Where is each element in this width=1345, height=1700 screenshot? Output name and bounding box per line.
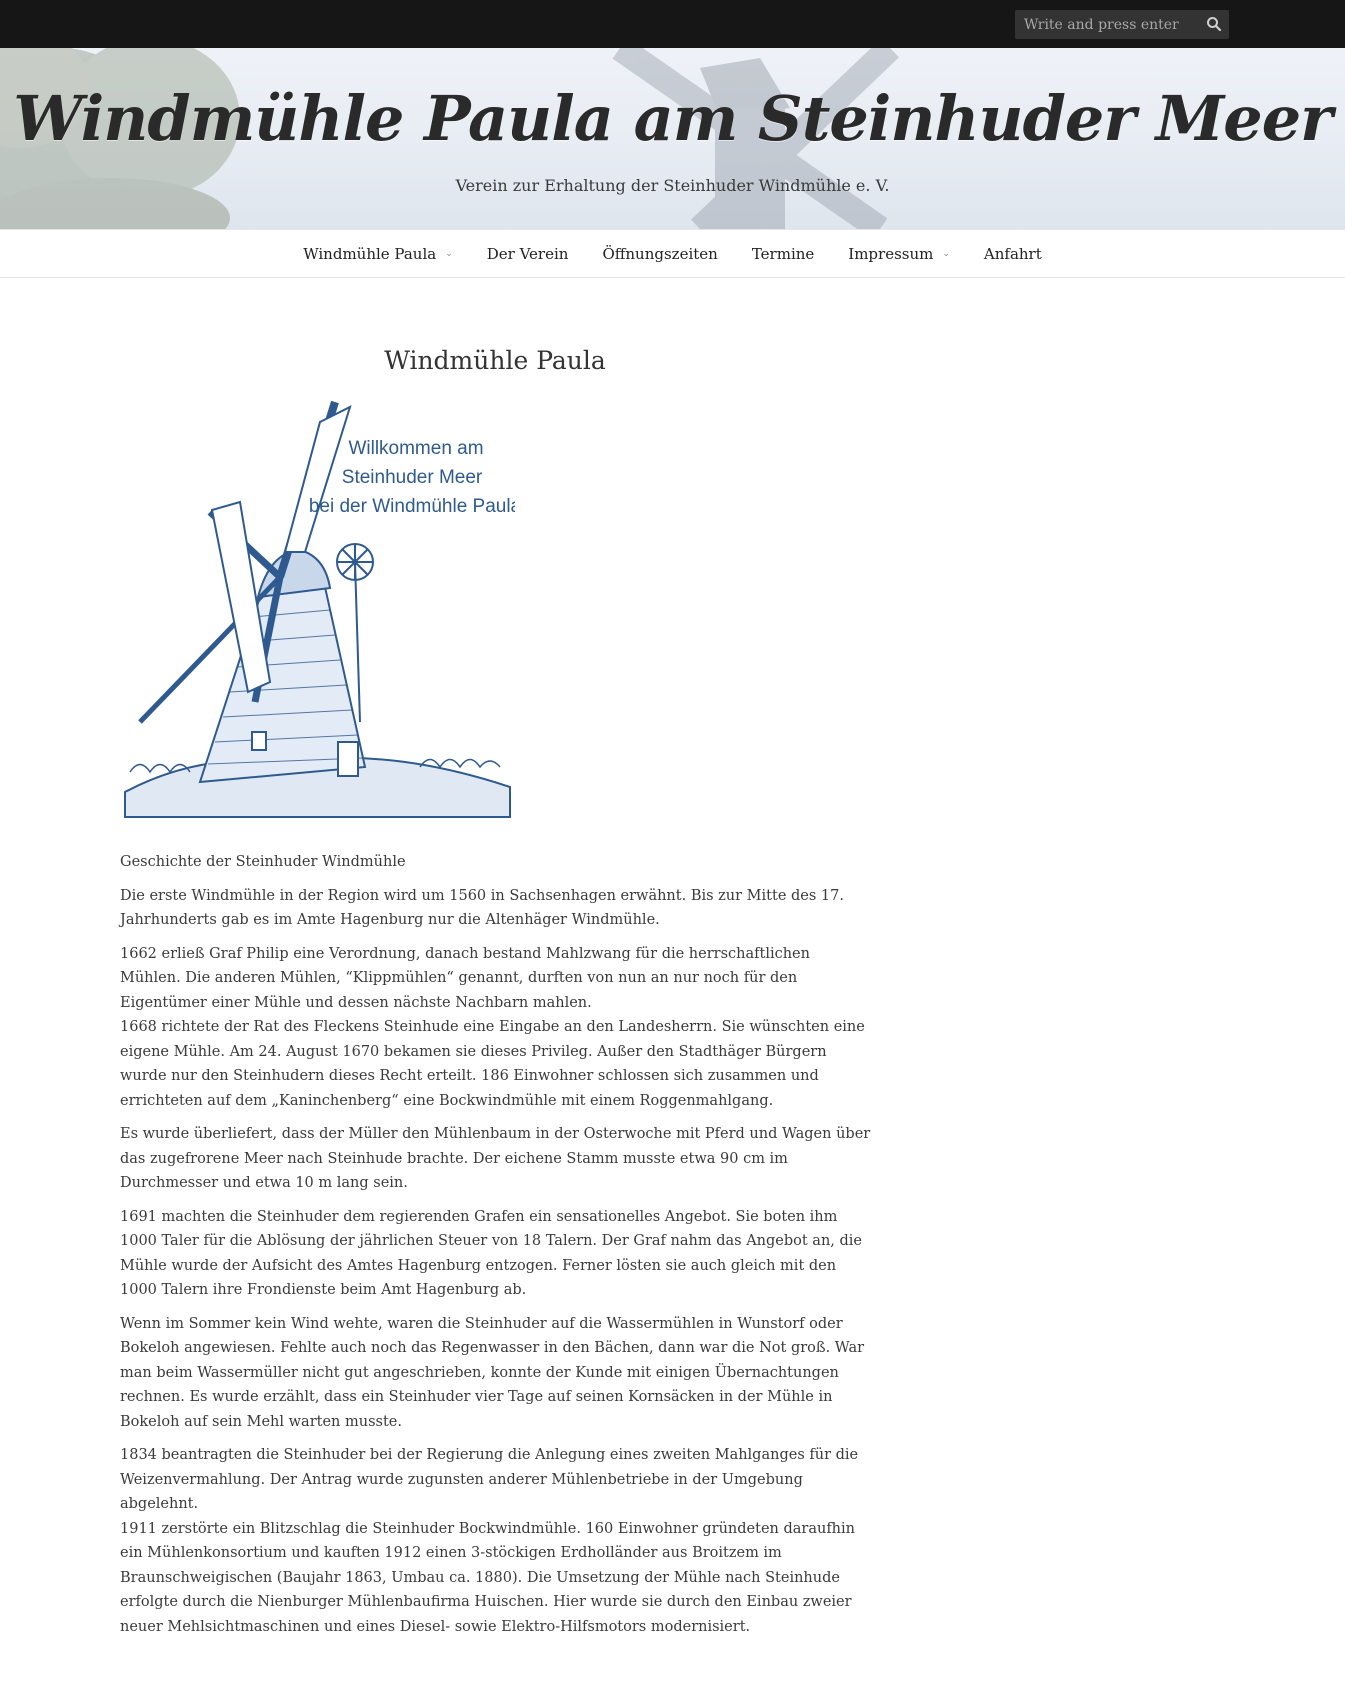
top-bar xyxy=(0,0,1345,48)
article-paragraph: Es wurde überliefert, dass der Müller den Mühlenbaum in der Osterwoche mit Pferd und Wagen über das zugefrorene Meer nach Steinhude brachte. Der eichene Stamm musste etwa 90 cm im Durchmesser und etwa 10 m lang sein. xyxy=(120,1126,871,1191)
chevron-down-icon: ⌄ xyxy=(445,248,453,259)
search-box xyxy=(1015,10,1229,39)
nav-item-anfahrt[interactable] xyxy=(984,245,1042,263)
article-paragraph: 1668 richtete der Rat des Fleckens Steinhude eine Eingabe an den Landesherrn. Sie wünschten eine eigene Mühle. Am 24. August 1670 bekamen sie dieses Privileg. Außer den Stadthäger Bürgern wurde nur den Steinhudern dieses Recht erteilt. 186 Einwohner schlossen sich zusammen und errichteten auf dem „Kaninchenberg“ eine Bockwindmühle mit einem Roggenmahlgang. xyxy=(120,1019,865,1109)
windmill-logo-image xyxy=(120,392,515,822)
site-title[interactable]: Windmühle Paula am Steinhuder Meer xyxy=(13,82,1332,155)
windmill-illustration xyxy=(120,392,515,822)
search-input[interactable] xyxy=(1015,10,1195,39)
nav-item-oeffnungszeiten[interactable] xyxy=(602,245,717,263)
search-icon[interactable] xyxy=(1206,16,1222,32)
nav-item-label: Anfahrt xyxy=(983,244,1042,263)
chevron-down-icon: ⌄ xyxy=(942,248,950,259)
nav-item-termine[interactable] xyxy=(752,245,814,263)
article-paragraph: 1662 erließ Graf Philip eine Verordnung, danach bestand Mahlzwang für die herrschaftlichen Mühlen. Die anderen Mühlen, “Klippmühlen“ genannt, durften von nun an nur noch für den Eigentümer einer Mühle und dessen nächste Nachbarn mahlen. xyxy=(120,945,810,1011)
nav-item-label: Windmühle Paula xyxy=(303,244,437,263)
nav-item-label: Termine xyxy=(751,244,815,263)
article-paragraph: Die erste Windmühle in der Region wird um 1560 in Sachsenhagen erwähnt. Bis zur Mitte des 17. Jahrhunderts gab es im Amte Hagenburg nur die Altenhäger Windmühle. xyxy=(120,887,844,928)
nav-item-label: Öffnungszeiten xyxy=(602,244,718,263)
nav-item-der-verein[interactable] xyxy=(487,245,569,263)
nav-item-label: Impressum xyxy=(848,244,934,263)
article-subheading: Geschichte der Steinhuder Windmühle xyxy=(120,854,406,870)
nav-item-windmuehle-paula[interactable] xyxy=(303,245,453,263)
logo-text-line-2: Steinhuder Meer xyxy=(341,467,483,488)
site-header xyxy=(0,48,1345,229)
article-paragraph: Wenn im Sommer kein Wind wehte, waren die Steinhuder auf die Wassermühlen in Wunstorf oder Bokeloh angewiesen. Fehlte auch noch das Regenwasser in den Bächen, dann war die Not groß. War man beim Wassermüller nicht gut angeschrieben, konnte der Kunde mit einigen Übernachtungen rechnen. Es wurde erzählt, dass ein Steinhuder vier Tage auf seinen Kornsäcken in der Mühle in Bokeloh auf sein Mehl warten musste. xyxy=(120,1315,865,1430)
site-tagline: Verein zur Erhaltung der Steinhuder Windmühle e. V. xyxy=(455,176,890,195)
logo-text-line-1: Willkommen am xyxy=(348,438,484,459)
article-body xyxy=(120,850,875,1648)
nav-item-impressum[interactable] xyxy=(848,245,950,263)
article-paragraph: 1691 machten die Steinhuder dem regierenden Grafen ein sensationelles Angebot. Sie boten ihm 1000 Taler für die Ablösung der jährlichen Steuer von 18 Talern. Der Graf nahm das Angebot an, die Mühle wurde der Aufsicht des Amtes Hagenburg entzogen. Ferner lösten sie auch gleich mit den 1000 Talern ihre Frondienste beim Amt Hagenburg ab. xyxy=(120,1208,863,1298)
article-paragraph: 1834 beantragten die Steinhuder bei der Regierung die Anlegung eines zweiten Mahlganges für die Weizenvermahlung. Der Antrag wurde zugunsten anderer Mühlenbetriebe in der Umgebung abgelehnt. xyxy=(120,1447,859,1512)
page-title: Windmühle Paula xyxy=(384,346,606,375)
nav-item-label: Der Verein xyxy=(486,244,569,263)
logo-text-line-3: bei der Windmühle Paula xyxy=(308,496,515,517)
article-paragraph: 1911 zerstörte ein Blitzschlag die Steinhuder Bockwindmühle. 160 Einwohner gründeten daraufhin ein Mühlenkonsortium und kauften 1912 einen 3-stöckigen Erdholländer aus Broitzem im Braunschweigischen (Baujahr 1863, Umbau ca. 1880). Die Umsetzung der Mühle nach Steinhude erfolgte durch die Nienburger Mühlenbaufirma Huischen. Hier wurde sie durch den Einbau zweier neuer Mehlsichtmaschinen und eines Diesel- sowie Elektro-Hilfsmotors modernisiert. xyxy=(120,1520,855,1635)
main-navigation xyxy=(0,229,1345,278)
